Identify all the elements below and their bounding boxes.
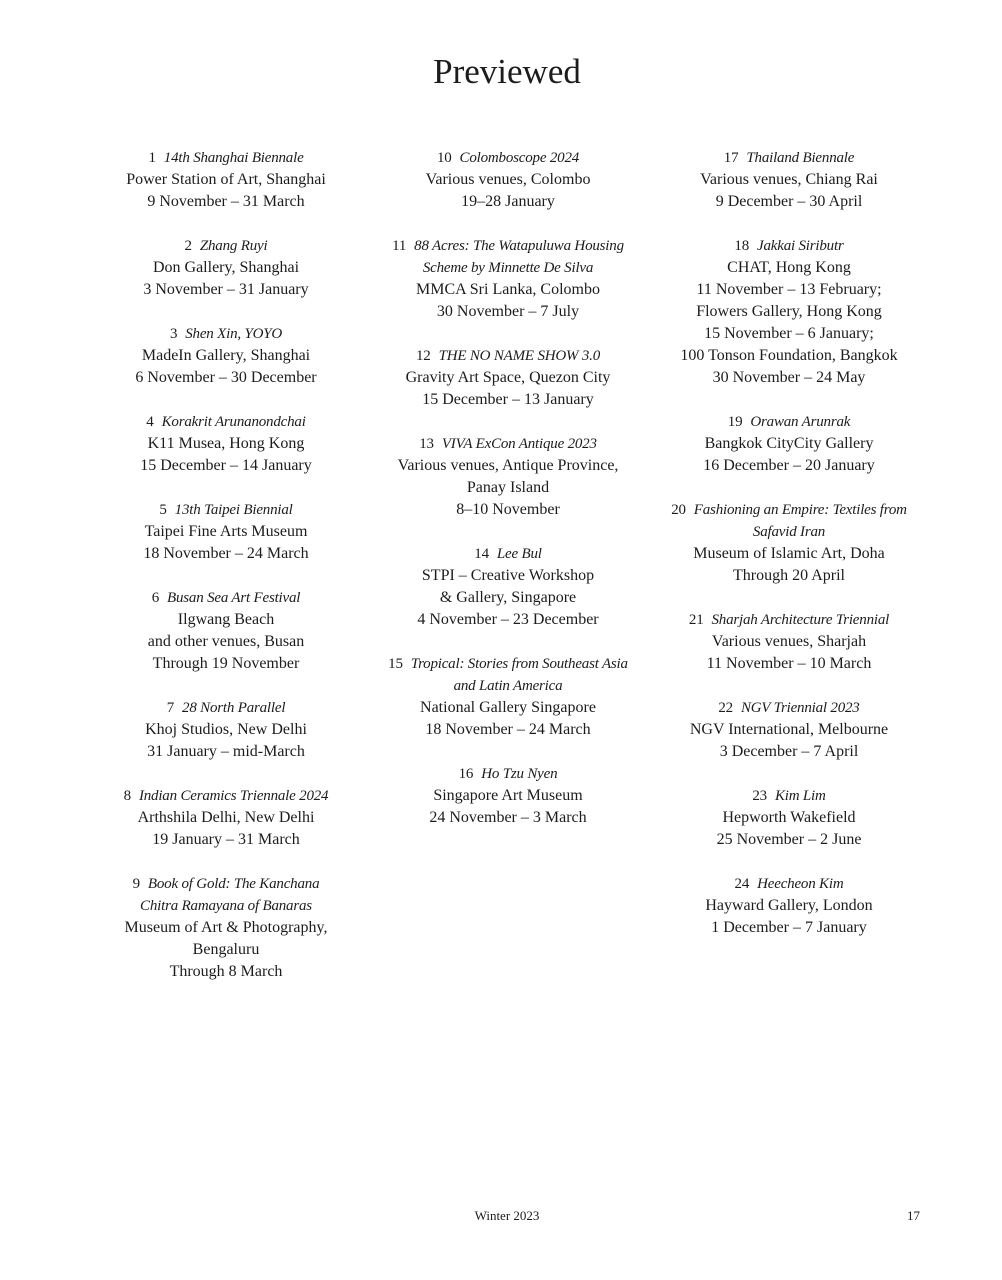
entry-title-text: Thailand Biennale <box>746 150 855 166</box>
listing-entry-10 <box>378 147 638 213</box>
entry-title <box>106 873 346 895</box>
entry-venue: Khoj Studios, New Delhi <box>145 721 307 738</box>
entry-venue: Various venues, Antique Province, <box>397 457 619 474</box>
entry-number: 6 <box>151 590 160 606</box>
entry-venue: Power Station of Art, Shanghai <box>126 171 326 188</box>
entry-dates-3: 30 November – 24 May <box>712 369 866 386</box>
entry-number: 5 <box>159 502 167 518</box>
entry-title-text: Lee Bul <box>496 546 542 562</box>
entry-dates: 6 November – 30 December <box>135 369 317 386</box>
entry-title <box>660 499 918 521</box>
entry-venue-2: Flowers Gallery, Hong Kong <box>696 303 882 320</box>
entry-venue: Museum of Islamic Art, Doha <box>693 545 885 562</box>
entry-venue-2: Bengaluru <box>192 941 260 958</box>
entry-dates: 19–28 January <box>461 193 555 210</box>
listing-entry-18 <box>660 235 918 389</box>
entry-number: 17 <box>723 150 739 166</box>
listing-entry-1 <box>106 147 346 213</box>
listing-entry-6 <box>106 587 346 675</box>
entry-venue: Museum of Art & Photography, <box>124 919 328 936</box>
entry-dates: 30 November – 7 July <box>436 303 580 320</box>
entry-dates: 9 November – 31 March <box>147 193 305 210</box>
entry-dates-2: 15 November – 6 January; <box>704 325 874 342</box>
entry-number: 3 <box>169 326 178 342</box>
entry-dates: 4 November – 23 December <box>417 611 599 628</box>
entry-title-text: Kim Lim <box>774 788 826 804</box>
entry-title <box>660 411 918 433</box>
listing-entry-12 <box>378 345 638 411</box>
entry-title-text: Jakkai Siributr <box>757 238 844 254</box>
entry-number: 13 <box>419 436 434 452</box>
listing-entry-20 <box>660 499 918 587</box>
entry-number: 12 <box>415 348 431 364</box>
entry-title <box>660 873 918 895</box>
entry-title-text: Colomboscope 2024 <box>459 150 580 166</box>
entry-venue: Various venues, Colombo <box>425 171 591 188</box>
entry-number: 1 <box>148 150 156 166</box>
entry-dates: 25 November – 2 June <box>716 831 862 848</box>
listing-column-3 <box>660 147 918 961</box>
listing-entry-7 <box>106 697 346 763</box>
entry-venue: Taipei Fine Arts Museum <box>144 523 308 540</box>
entry-title-text: Zhang Ruyi <box>199 238 268 254</box>
entry-venue: STPI – Creative Workshop <box>421 567 595 584</box>
entry-title-text: 14th Shanghai Biennale <box>163 150 304 166</box>
listing-entry-23 <box>660 785 918 851</box>
entry-venue: Hepworth Wakefield <box>722 809 856 826</box>
entry-dates: 18 November – 24 March <box>425 721 591 738</box>
entry-title <box>378 235 638 257</box>
entry-title <box>106 411 346 433</box>
entry-title-text: Korakrit Arunanondchai <box>161 414 306 430</box>
entry-title <box>660 609 918 631</box>
entry-venue: MadeIn Gallery, Shanghai <box>141 347 311 364</box>
listing-column-1 <box>106 147 346 1005</box>
entry-venue: Hayward Gallery, London <box>705 897 873 914</box>
entry-number: 9 <box>132 876 140 892</box>
entry-number: 2 <box>184 238 192 254</box>
entry-venue-3: 100 Tonson Foundation, Bangkok <box>680 347 898 364</box>
entry-dates: 3 November – 31 January <box>143 281 309 298</box>
entry-number: 20 <box>671 502 686 518</box>
listing-entry-11 <box>378 235 638 323</box>
entry-venue: National Gallery Singapore <box>420 699 596 716</box>
entry-number: 18 <box>734 238 750 254</box>
entry-venue: NGV International, Melbourne <box>689 721 889 738</box>
entry-venue-2: and other venues, Busan <box>147 633 305 650</box>
entry-venue: Various venues, Chiang Rai <box>700 171 878 188</box>
listing-entry-24 <box>660 873 918 939</box>
entry-venue: Arthshila Delhi, New Delhi <box>137 809 315 826</box>
entry-dates: 18 November – 24 March <box>143 545 309 562</box>
entry-venue: Ilgwang Beach <box>177 611 275 628</box>
entry-dates: 8–10 November <box>456 501 560 518</box>
entry-dates: 16 December – 20 January <box>703 457 875 474</box>
entry-title-text: Orawan Arunrak <box>750 414 851 430</box>
entry-venue-2: & Gallery, Singapore <box>439 589 577 606</box>
entry-title-text: Sharjah Architecture Triennial <box>711 612 890 628</box>
entry-dates: Through 19 November <box>152 655 300 672</box>
page-title: Previewed <box>433 52 581 91</box>
listing-entry-15 <box>378 653 638 741</box>
entry-dates: 24 November – 3 March <box>429 809 587 826</box>
entry-dates: 3 December – 7 April <box>719 743 859 760</box>
entry-title-text: Tropical: Stories from Southeast Asia <box>410 656 628 672</box>
entry-dates: 9 December – 30 April <box>715 193 863 210</box>
listing-entry-19 <box>660 411 918 477</box>
entry-number: 8 <box>123 788 131 804</box>
entry-venue: K11 Musea, Hong Kong <box>147 435 305 452</box>
entry-title-text: 88 Acres: The Watapuluwa Housing <box>414 238 624 254</box>
entry-venue: MMCA Sri Lanka, Colombo <box>415 281 600 298</box>
entry-venue: Various venues, Sharjah <box>711 633 867 650</box>
entry-title-text: THE NO NAME SHOW 3.0 <box>438 348 601 364</box>
entry-number: 16 <box>458 766 474 782</box>
entry-title-text: NGV Triennial 2023 <box>740 700 860 716</box>
listing-entry-14 <box>378 543 638 631</box>
page-number: 17 <box>907 1208 920 1223</box>
entry-title <box>378 653 638 675</box>
entry-venue: Don Gallery, Shanghai <box>152 259 300 276</box>
listing-entry-22 <box>660 697 918 763</box>
entry-number: 7 <box>166 700 175 716</box>
entry-number: 22 <box>718 700 733 716</box>
listing-entry-9 <box>106 873 346 983</box>
entry-title-text: Heecheon Kim <box>757 876 844 892</box>
listing-entry-21 <box>660 609 918 675</box>
listing-entry-17 <box>660 147 918 213</box>
entry-venue: CHAT, Hong Kong <box>727 259 851 276</box>
entry-title-continued: and Latin America <box>453 678 563 694</box>
entry-title <box>378 543 638 565</box>
entry-venue: Gravity Art Space, Quezon City <box>405 369 611 386</box>
entry-dates: 31 January – mid-March <box>147 743 305 760</box>
entry-number: 19 <box>727 414 743 430</box>
entry-title-text: Indian Ceramics Triennale 2024 <box>138 788 329 804</box>
entry-number: 14 <box>474 546 489 562</box>
listing-entry-5 <box>106 499 346 565</box>
entry-number: 15 <box>388 656 403 672</box>
entry-title-continued: Safavid Iran <box>752 524 826 540</box>
listing-entry-16 <box>378 763 638 829</box>
entry-title-text: Busan Sea Art Festival <box>167 590 301 606</box>
listing-entry-4 <box>106 411 346 477</box>
entry-dates: 11 November – 13 February; <box>696 281 882 298</box>
issue-label: Winter 2023 <box>474 1208 540 1223</box>
entry-number: 4 <box>146 414 154 430</box>
entry-title-text: 13th Taipei Biennial <box>174 502 293 518</box>
entry-title <box>378 763 638 785</box>
entry-title-text: VIVA ExCon Antique 2023 <box>441 436 597 452</box>
entry-number: 11 <box>392 238 407 254</box>
entry-title <box>660 785 918 807</box>
entry-title <box>378 433 638 455</box>
entry-title <box>106 323 346 345</box>
entry-title-text: Ho Tzu Nyen <box>481 766 558 782</box>
entry-dates: 15 December – 13 January <box>422 391 594 408</box>
entry-title <box>106 697 346 719</box>
entry-title <box>378 147 638 169</box>
entry-title-continued: Chitra Ramayana of Banaras <box>140 898 312 914</box>
entry-venue: Bangkok CityCity Gallery <box>704 435 874 452</box>
entry-dates: 15 December – 14 January <box>140 457 312 474</box>
entry-title <box>106 235 346 257</box>
listing-entry-8 <box>106 785 346 851</box>
entry-venue-2: Panay Island <box>466 479 550 496</box>
entry-dates: 1 December – 7 January <box>711 919 867 936</box>
entry-title-text: Book of Gold: The Kanchana <box>147 876 320 892</box>
entry-title <box>660 147 918 169</box>
entry-title <box>106 785 346 807</box>
entry-number: 23 <box>752 788 767 804</box>
listing-column-2 <box>378 147 638 851</box>
entry-title <box>106 587 346 609</box>
entry-dates: 11 November – 10 March <box>706 655 872 672</box>
entry-number: 10 <box>436 150 452 166</box>
listing-entry-3 <box>106 323 346 389</box>
entry-title-text: 28 North Parallel <box>182 700 286 716</box>
entry-title-text: Fashioning an Empire: Textiles from <box>693 502 907 518</box>
entry-title-text: Shen Xin, YOYO <box>185 326 283 342</box>
entry-dates: 19 January – 31 March <box>152 831 300 848</box>
entry-title <box>106 147 346 169</box>
entry-title <box>106 499 346 521</box>
entry-number: 24 <box>734 876 750 892</box>
entry-title <box>378 345 638 367</box>
entry-title <box>660 697 918 719</box>
entry-venue: Singapore Art Museum <box>433 787 583 804</box>
entry-number: 21 <box>688 612 704 628</box>
entry-title-continued: Scheme by Minnette De Silva <box>422 260 594 276</box>
listing-entry-2 <box>106 235 346 301</box>
entry-dates: Through 20 April <box>733 567 845 584</box>
listing-entry-13 <box>378 433 638 521</box>
entry-title <box>660 235 918 257</box>
entry-dates: Through 8 March <box>169 963 283 980</box>
